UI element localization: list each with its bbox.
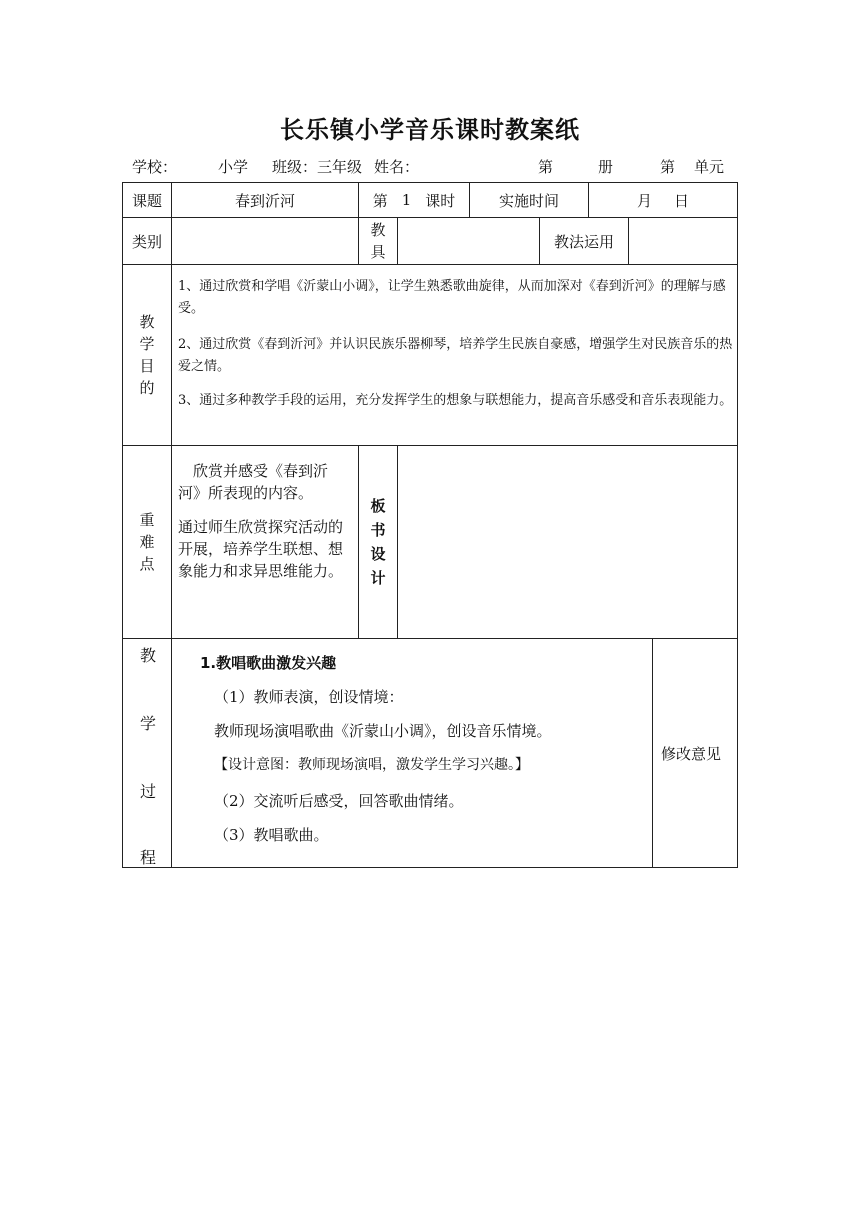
- process-step-1: （1）教师表演，创设情境：: [214, 688, 404, 706]
- goal-item-3: 3、通过多种教学手段的运用，充分发挥学生的想象与联想能力，提高音乐感受和音乐表现能力。: [178, 393, 733, 408]
- lesson-number: [358, 182, 470, 218]
- lesson-num: 1: [401, 191, 412, 209]
- page-title: 长乐镇小学音乐课时教案纸: [280, 116, 580, 144]
- process-label-char: 教: [140, 646, 157, 665]
- design-intent: 【设计意图：教师现场演唱，激发学生学习兴趣。】: [214, 757, 529, 773]
- revision-label: 修改意见: [661, 745, 722, 763]
- date-value: [588, 182, 738, 218]
- key-point-2: 通过师生欣赏探究活动的开展，培养学生联想、想象能力和求异思维能力。: [178, 518, 344, 580]
- process-label-char: 学: [140, 714, 157, 733]
- process-label-char: 过: [140, 782, 157, 801]
- name-label: 姓名：: [374, 158, 420, 176]
- key-points-label-char: 重: [139, 511, 155, 529]
- class-label: 班级：三年级: [272, 158, 363, 176]
- topic-value: 春到沂河: [171, 182, 359, 218]
- tools-label-2: 具: [370, 243, 386, 261]
- time-label: 实施时间: [469, 182, 589, 218]
- key-points-label: [122, 445, 172, 639]
- key-points-label-char: 难: [139, 533, 155, 551]
- board-label-char: 设: [370, 545, 386, 563]
- unit-label: 单元: [694, 158, 725, 176]
- process-label: [122, 638, 172, 868]
- goals-label-char: 教: [139, 313, 155, 331]
- tools-label: [358, 217, 398, 265]
- board-design-label: [358, 445, 398, 639]
- process-step-2: （2）交流听后感受，回答歌曲情绪。: [214, 792, 464, 810]
- method-value: [628, 217, 738, 265]
- goals-label-char: 的: [139, 379, 155, 397]
- month-label: 月: [636, 191, 652, 210]
- board-label-char: 书: [370, 521, 386, 539]
- tools-label-1: 教: [370, 221, 386, 239]
- board-label-char: 计: [370, 569, 386, 587]
- process-heading: 1.教唱歌曲激发兴趣: [200, 654, 337, 672]
- board-design-content: [397, 445, 738, 639]
- goals-label-char: 学: [139, 335, 155, 353]
- revision-cell: [652, 638, 738, 868]
- header-meta: [122, 156, 738, 178]
- key-point-1: 欣赏并感受《春到沂河》所表现的内容。: [178, 462, 329, 502]
- process-step-1-detail: 教师现场演唱歌曲《沂蒙山小调》，创设音乐情境。: [214, 722, 552, 740]
- school-label: 学校：: [132, 158, 178, 176]
- process-step-3: （3）教唱歌曲。: [214, 826, 329, 844]
- lesson-unit: 课时: [425, 191, 456, 210]
- process-label-char: 程: [140, 848, 157, 867]
- method-label: 教法运用: [539, 217, 629, 265]
- volume-ce: 册: [598, 158, 614, 176]
- goal-item-2: 2、通过欣赏《春到沂河》并认识民族乐器柳琴，培养学生民族自豪感，增强学生对民族音乐的热爱之情。: [178, 337, 733, 374]
- goals-label-char: 目: [139, 357, 155, 375]
- goals-label: [122, 264, 172, 446]
- school-value: 小学: [218, 158, 249, 176]
- lesson-di: 第: [372, 191, 388, 210]
- topic-label: 课题: [122, 182, 172, 218]
- day-label: 日: [674, 191, 690, 210]
- category-label: 类别: [122, 217, 172, 265]
- unit-di: 第: [660, 158, 676, 176]
- key-points-label-char: 点: [139, 555, 155, 573]
- tools-value: [397, 217, 540, 265]
- goal-item-1: 1、通过欣赏和学唱《沂蒙山小调》，让学生熟悉歌曲旋律，从而加深对《春到沂河》的理解与感受。: [178, 279, 726, 316]
- board-label-char: 板: [370, 497, 386, 515]
- category-value: [171, 217, 359, 265]
- volume-di: 第: [538, 158, 554, 176]
